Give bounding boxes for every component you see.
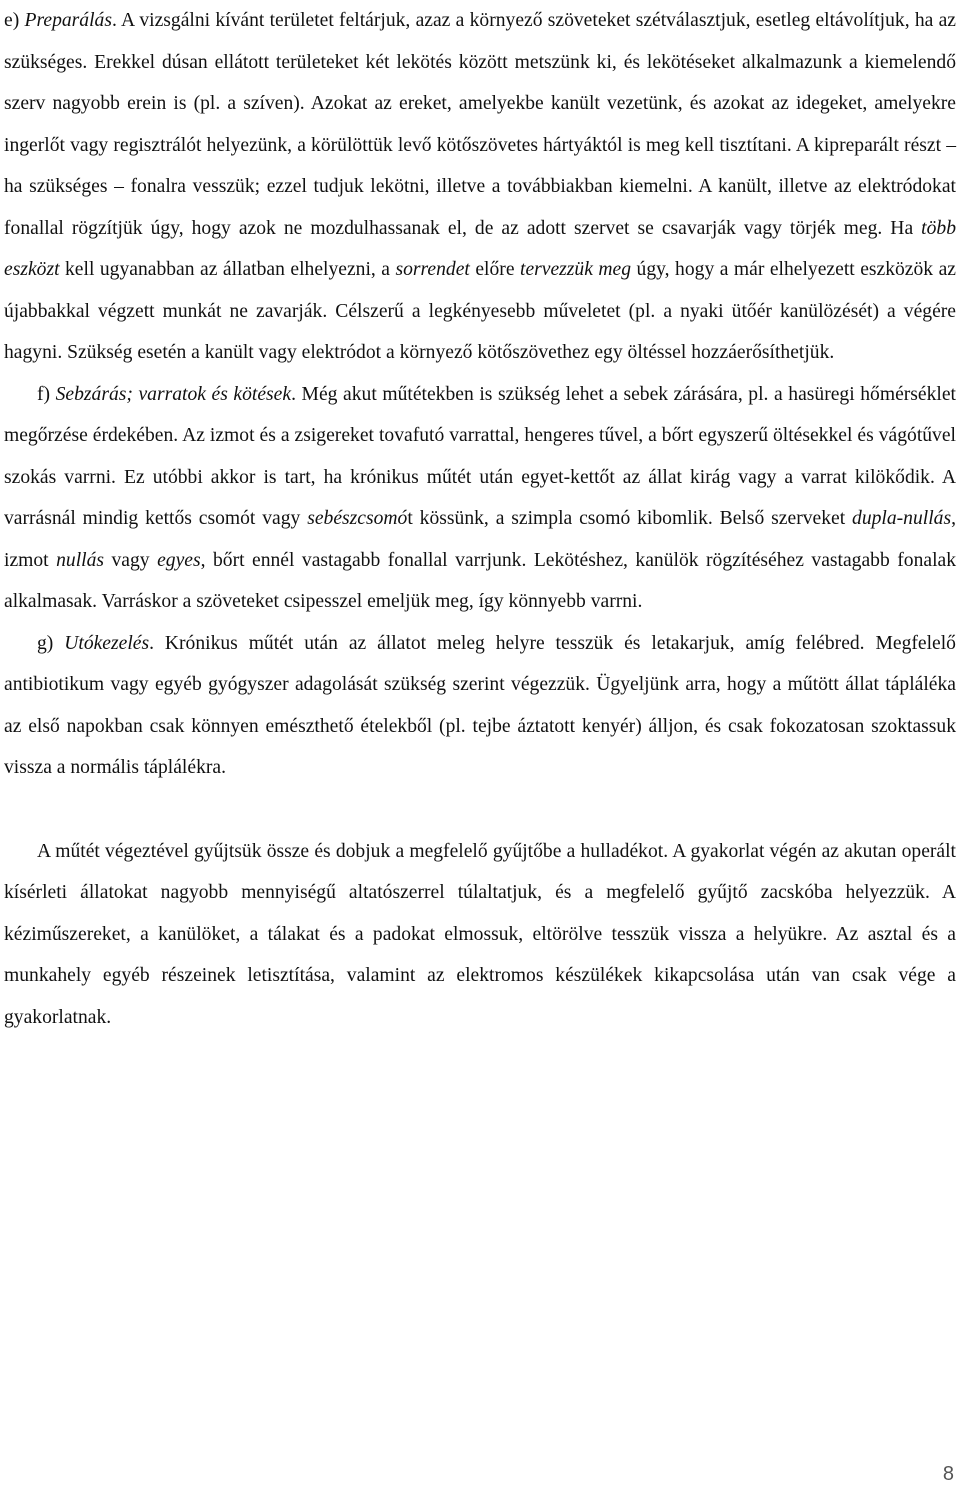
paragraph-preparalas [4, 0, 956, 374]
paragraph-utokezeles [4, 623, 956, 789]
paragraph-text: . Krónikus műtét után az állatot meleg helyre tesszük és letakarjuk, amíg felébred. Megfelelő antibiotikum vagy egyéb gyógyszer adagolását szükség szerint végezzük. Ügyeljünk arra, hogy a műtött állat tápláléka az első napokban csak könnyen emészthető ételekből (pl. tejbe áztatott kenyér) álljon, és csak fokozatosan szoktassuk vissza a normális táplálékra. [4, 632, 956, 778]
emphasis: dupla-nullás [852, 508, 952, 529]
emphasis: több eszközt [4, 217, 956, 280]
paragraph-label: g) [37, 632, 65, 654]
paragraph-label: f) [37, 383, 56, 405]
emphasis: nullás [56, 549, 105, 571]
paragraph-title: Preparálás [24, 10, 112, 31]
paragraph-title: Sebzárás; varratok és kötések [55, 383, 292, 405]
paragraph-sebzaras [4, 374, 956, 623]
paragraph-title: Utókezelés [64, 632, 150, 654]
paragraph-text: előre [469, 259, 521, 280]
paragraph-text: , bőrt ennél vastagabb fonallal varrjunk. Lekötéshez, kanülök rögzítéséhez vastagabb fonalak alkalmasak. Varráskor a szöveteket csipesszel emeljük meg, így könnyebb varrni. [4, 549, 957, 612]
paragraph-text: úgy, hogy a már elhelyezett eszközök az újabbakkal végzett munkát ne zavarják. Célszerű a legkényesebb műveletet (pl. a nyaki ütőér kanülözését) a végére hagyni. Szükség esetén a kanült vagy elektródot a környező kötőszövethez egy öltéssel hozzáerősíthetjük. [4, 259, 956, 363]
page-number: 8 [942, 1463, 954, 1485]
emphasis: tervezzük meg [520, 259, 632, 280]
emphasis: sorrendet [395, 259, 470, 280]
emphasis: sebészcsomó [307, 508, 408, 529]
paragraph-gap [4, 789, 956, 831]
paragraph-text: vagy [104, 549, 158, 571]
paragraph-text: A műtét végeztével gyűjtsük össze és dobjuk a megfelelő gyűjtőbe a hulladékot. A gyakorlat végén az akutan operált kísérleti állatokat nagyobb mennyiségű altatószerrel túlaltatjuk, és a megfelelő gyűjtő zacskóba helyezzük. A kéziműszereket, a kanülöket, a tálakat és a padokat elmossuk, eltörölve tesszük vissza a helyükre. Az asztal és a munkahely egyéb részeinek letisztítása, valamint az elektromos készülékek kikapcsolása után van csak vége a gyakorlatnak. [4, 840, 956, 1028]
paragraph-text: . Még akut műtétekben is szükség lehet a sebek zárására, pl. a hasüregi hőmérséklet megőrzése érdekében. Az izmot és a zsigereket tovafutó varrattal, hengeres tűvel, a bőrt egyszerű öltésekkel és vágótűvel szokás varrni. Ez utóbbi akkor is tart, ha krónikus műtét után egyet-kettőt az állat kirág vagy a varrat kilökődik. A varrásnál mindig kettős csomót vagy [4, 383, 956, 529]
document-page [4, 0, 956, 1038]
paragraph-text: kell ugyanabban az állatban elhelyezni, a [59, 259, 396, 280]
paragraph-label: e) [4, 10, 25, 31]
paragraph-text: , izmot [4, 508, 956, 571]
emphasis: egyes [157, 549, 201, 571]
paragraph-closing [4, 831, 956, 1039]
paragraph-text: . A vizsgálni kívánt területet feltárjuk, azaz a környező szöveteket szétválasztjuk, esetleg eltávolítjuk, ha az szükséges. Erekkel dúsan ellátott területeket két lekötés között metszünk ki, és lekötéseket alkalmazunk a kiemelendő szerv nagyobb erein is (pl. a szíven). Azokat az ereket, amelyekbe kanült vezetünk, és azokat az idegeket, amelyekre ingerlőt vagy regisztrálót helyezünk, a körülöttük levő kötőszövetes hártyáktól is meg kell tisztítani. A kipreparált részt – ha szükséges – fonalra vesszük; ezzel tudjuk lekötni, illetve a továbbiakban kiemelni. A kanült, illetve az elektródokat fonallal rögzítjük úgy, hogy azok ne mozdulhassanak el, de az adott szervet se csavarják vagy törjék meg. Ha [4, 10, 957, 239]
paragraph-text: t kössünk, a szimpla csomó kibomlik. Belső szerveket [407, 508, 853, 529]
